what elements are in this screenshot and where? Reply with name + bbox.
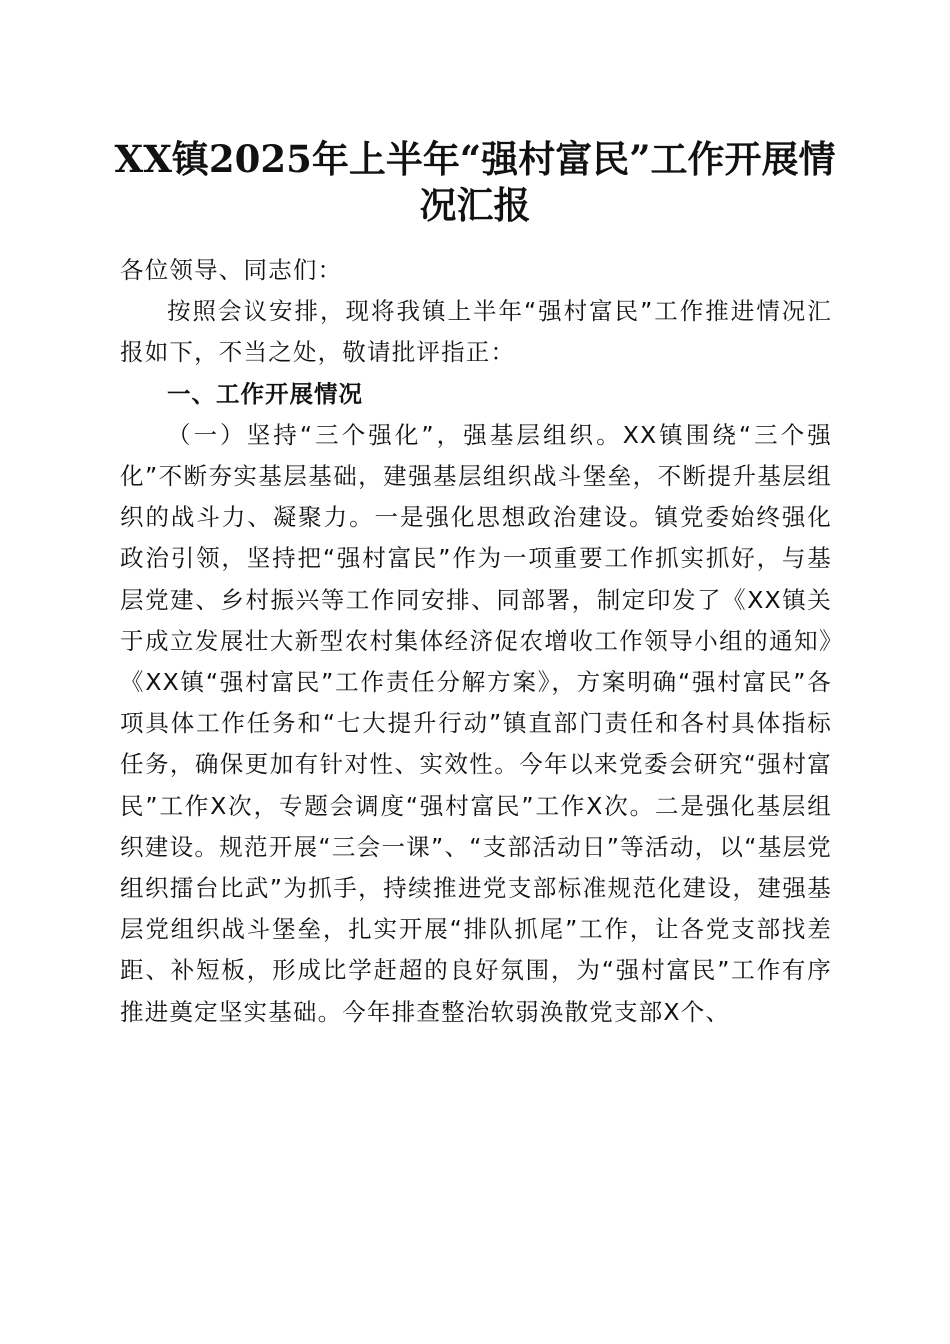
document-body	[120, 250, 832, 1033]
section-heading: 一、工作开展情况	[167, 379, 363, 408]
intro-paragraph: 按照会议安排，现将我镇上半年“强村富民”工作推进情况汇报如下，不当之处，敬请批评指正：	[120, 297, 832, 367]
body-paragraph: （一）坚持“三个强化”，强基层组织。XX镇围绕“三个强化”不断夯实基层基础，建强基层组织战斗堡垒，不断提升基层组织的战斗力、凝聚力。一是强化思想政治建设。镇党委始终强化政治引领，坚持把“强村富民”作为一项重要工作抓实抓好，与基层党建、乡村振兴等工作同安排、同部署，制定印发了《XX镇关于成立发展壮大新型农村集体经济促农增收工作领导小组的通知》《XX镇“强村富民”工作责任分解方案》，方案明确“强村富民”各项具体工作任务和“七大提升行动”镇直部门责任和各村具体指标任务，确保更加有针对性、实效性。今年以来党委会研究“强村富民”工作X次，专题会调度“强村富民”工作X次。二是强化基层组织建设。规范开展“三会一课”、“支部活动日”等活动，以“基层党组织擂台比武”为抓手，持续推进党支部标准规范化建设，建强基层党组织战斗堡垒，扎实开展“排队抓尾”工作，让各党支部找差距、补短板，形成比学赶超的良好氛围，为“强村富民”工作有序推进奠定坚实基础。今年排查整治软弱涣散党支部X个、	[120, 420, 832, 1026]
salutation: 各位领导、同志们：	[120, 256, 343, 284]
document-title: XX镇2025年上半年“强村富民”工作开展情况汇报	[114, 137, 836, 227]
